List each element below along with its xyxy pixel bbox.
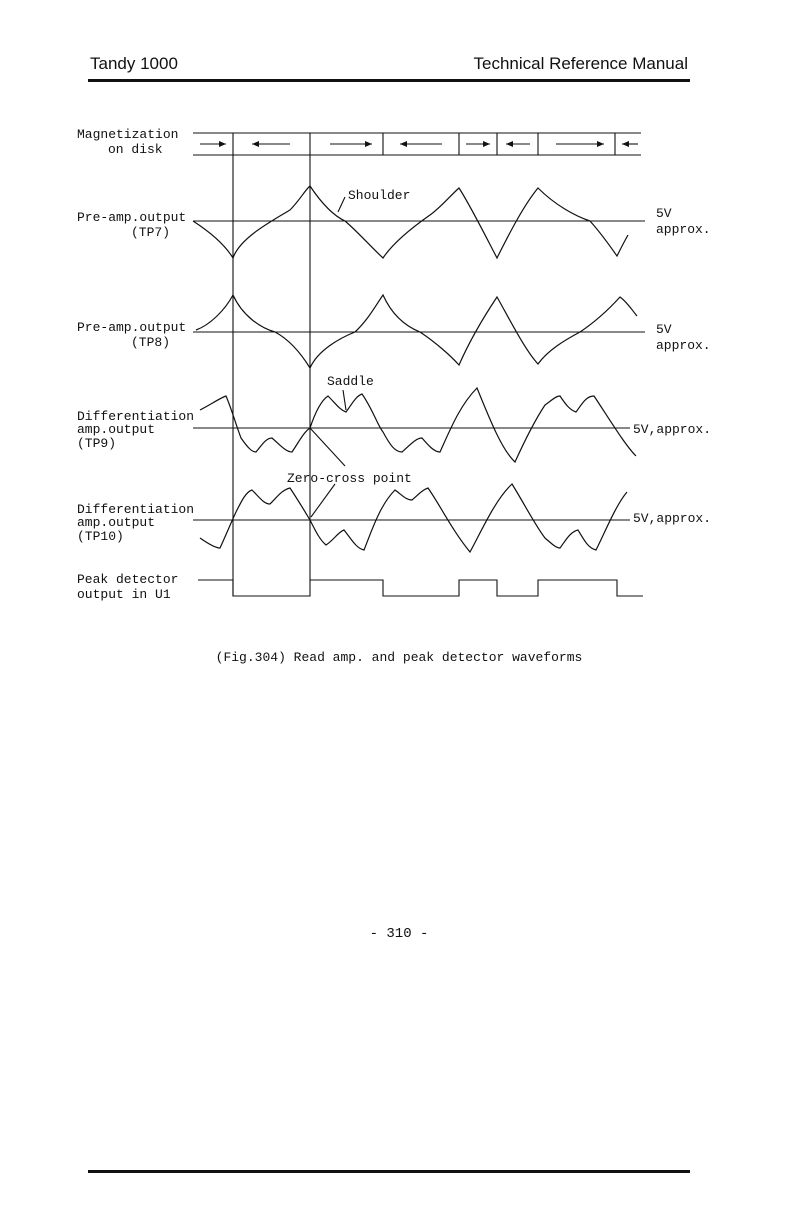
- arrow-right-icon: [200, 141, 226, 147]
- arrow-left-icon: [506, 141, 530, 147]
- label-tp10-id: (TP10): [77, 529, 124, 544]
- waveform-tp8: [193, 295, 645, 368]
- arrow-right-icon: [556, 141, 604, 147]
- label-tp9-sub: amp.output: [77, 422, 156, 437]
- label-peak-sub: output in U1: [77, 587, 171, 602]
- label-on-disk: on disk: [108, 142, 163, 157]
- annotation-saddle: Saddle: [327, 374, 374, 389]
- waveform-tp10: [193, 484, 630, 552]
- waveform-peak-detector: [198, 580, 643, 596]
- annotation-5v-tp9: 5V,approx.: [633, 422, 712, 437]
- waveform-tp7: [193, 186, 645, 258]
- annotation-5v-tp8: 5V: [656, 322, 672, 337]
- annotation-approx-tp7: approx.: [656, 222, 711, 237]
- arrow-left-icon: [252, 141, 290, 147]
- figure-caption: (Fig.304) Read amp. and peak detector waveforms: [215, 650, 583, 665]
- label-tp7-id: (TP7): [131, 225, 171, 240]
- page-number: - 310 -: [369, 926, 429, 942]
- label-tp10-sub: amp.output: [77, 515, 156, 530]
- label-tp9: Differentiation: [77, 409, 195, 424]
- label-peak: Peak detector: [77, 572, 179, 587]
- label-magnetization: Magnetization: [77, 127, 179, 142]
- arrow-right-icon: [330, 141, 372, 147]
- waveform-tp9: [193, 388, 636, 462]
- annotation-5v-tp7: 5V: [656, 206, 672, 221]
- annotation-shoulder: Shoulder: [348, 188, 411, 203]
- header-subtitle: Technical Reference Manual: [473, 54, 688, 73]
- label-tp7: Pre-amp.output: [77, 210, 187, 225]
- label-tp8-id: (TP8): [131, 335, 171, 350]
- arrow-left-icon: [622, 141, 638, 147]
- label-tp10: Differentiation: [77, 502, 195, 517]
- annotation-approx-tp8: approx.: [656, 338, 711, 353]
- header-title: Tandy 1000: [90, 54, 178, 73]
- annotation-zero-cross: Zero-cross point: [287, 471, 412, 486]
- label-tp9-id: (TP9): [77, 436, 117, 451]
- annotation-5v-tp10: 5V,approx.: [633, 511, 712, 526]
- arrow-left-icon: [400, 141, 442, 147]
- label-tp8: Pre-amp.output: [77, 320, 187, 335]
- magnetization-row: [193, 133, 641, 155]
- arrow-right-icon: [466, 141, 490, 147]
- footer-rule: [88, 1170, 690, 1173]
